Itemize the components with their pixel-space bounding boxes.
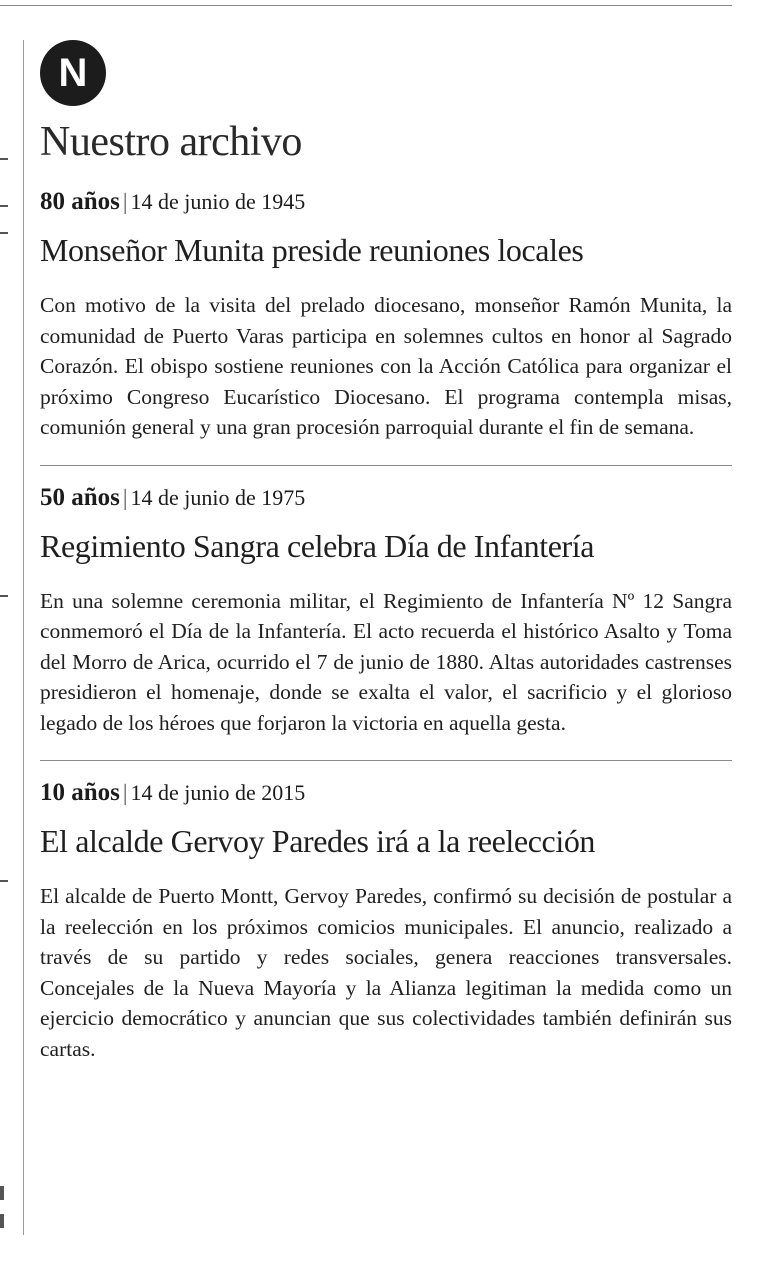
edge-mark xyxy=(0,1214,4,1228)
entry-body: El alcalde de Puerto Montt, Gervoy Paredes, confirmó su decisión de postular a la reelección en los próximos comicios municipales. El anuncio, realizado a través de su partido y redes sociales, genera reacciones transversales. Concejales de la Nueva Mayoría y la Alianza legitiman la medida como un ejercicio democrático y anuncian que sus colectividades también definirán sus cartas. xyxy=(40,884,732,1061)
entry-meta xyxy=(40,482,732,514)
edge-mark xyxy=(0,205,8,207)
archive-entry xyxy=(40,777,732,1064)
entry-date: 14 de junio de 1945 xyxy=(130,189,306,214)
entry-years: 50 años xyxy=(40,483,120,511)
entry-body: Con motivo de la visita del prelado diocesano, monseñor Ramón Munita, la comunidad de Puerto Varas participa en solemnes cultos en honor al Sagrado Corazón. El obispo sostiene reuniones con la Acción Católica para organizar el próximo Congreso Eucarístico Diocesano. El programa contempla misas, comunión general y una gran procesión parroquial durante el fin de semana. xyxy=(40,293,732,439)
section-logo: N xyxy=(40,40,106,106)
entry-divider xyxy=(40,760,732,761)
top-rule xyxy=(0,5,732,6)
entry-date: 14 de junio de 1975 xyxy=(130,484,306,510)
edge-mark xyxy=(0,595,8,597)
entry-headline: Regimiento Sangra celebra Día de Infantería xyxy=(40,527,595,564)
archive-entry xyxy=(40,186,732,443)
entry-date: 14 de junio de 2015 xyxy=(130,780,306,805)
archive-column xyxy=(40,40,732,1064)
edge-mark xyxy=(0,880,8,882)
entry-meta xyxy=(40,186,732,218)
entry-divider xyxy=(40,465,732,466)
column-rule xyxy=(23,40,24,1235)
entry-separator: | xyxy=(122,189,128,214)
entry-headline: Monseñor Munita preside reuniones locales xyxy=(40,232,584,268)
entry-years: 80 años xyxy=(40,188,120,215)
entry-meta xyxy=(40,777,732,809)
section-title: Nuestro archivo xyxy=(40,119,302,165)
edge-mark xyxy=(0,1186,4,1200)
entry-body: En una solemne ceremonia militar, el Regimiento de Infantería Nº 12 Sangra conmemoró el Día de la Infantería. El acto recuerda el histórico Asalto y Toma del Morro de Arica, ocurrido el 7 de junio de 1880. Altas autoridades castrenses presidieron el homenaje, donde se exalta el valor, el sacrificio y el glorioso legado de los héroes que forjaron la victoria en aquella gesta. xyxy=(40,588,732,735)
entry-years: 10 años xyxy=(40,779,120,806)
entry-separator: | xyxy=(122,484,128,510)
entry-separator: | xyxy=(122,780,128,805)
edge-mark xyxy=(0,158,8,160)
entry-headline: El alcalde Gervoy Paredes irá a la reelección xyxy=(40,823,596,859)
archive-entry xyxy=(40,482,732,739)
edge-mark xyxy=(0,232,8,234)
